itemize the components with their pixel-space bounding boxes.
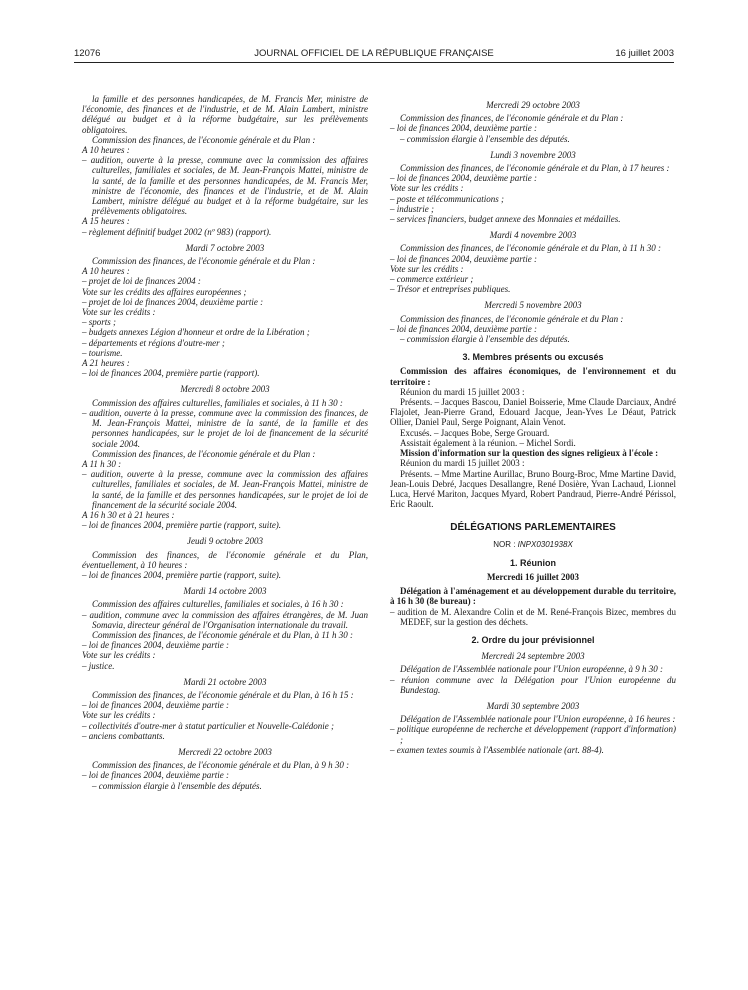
paragraph: Commission des finances, de l'économie générale et du Plan : — [92, 448, 316, 459]
paragraph: Réunion du mardi 15 juillet 2003 : — [400, 458, 525, 469]
paragraph: Commission des finances, de l'économie générale et du Plan, à 17 heures : — [400, 163, 670, 174]
paragraph: la famille et des personnes handicapées, de M. Francis Mer, ministre de l'économie, des finances et de l'industrie, et de M. Alain Lambert, ministre délégué au budget et à la réforme budgétaire, sur les prélèvements obligatoires. — [82, 94, 368, 135]
list-item: – départements et régions d'outre-mer ; — [82, 337, 225, 348]
header-rule — [74, 62, 674, 63]
paragraph: A 10 heures : — [82, 145, 130, 156]
list-item: – règlement définitif budget 2002 (nº 983) (rapport). — [82, 226, 272, 237]
list-item: – politique européenne de recherche et développement (rapport d'information) ; — [390, 724, 676, 745]
list-item: – audition de M. Alexandre Colin et de M. René-François Bizec, membres du MEDEF, sur la gestion des déchets. — [390, 606, 676, 627]
list-item: – industrie ; — [390, 203, 434, 214]
list-item: – justice. — [82, 660, 115, 671]
date-heading: Mardi 21 octobre 2003 — [183, 676, 267, 687]
nor-reference — [390, 540, 676, 550]
nor-value: INPX0301938X — [517, 539, 573, 549]
list-item: – loi de finances 2004, deuxième partie : — [390, 173, 537, 184]
list-item: – audition, ouverte à la presse, commune avec la commission des affaires culturelles, familiales et sociales, de M. Jean-François Mattei, ministre de la santé, de la famille et des personnes handicapées, sur le projet de loi de financement de la sécurité sociale 2004. — [82, 469, 368, 510]
list-item: – budgets annexes Légion d'honneur et ordre de la Libération ; — [82, 327, 310, 338]
paragraph: Présents. – Jacques Bascou, Daniel Boisserie, Mme Claude Darciaux, André Flajolet, Jean-Pierre Grand, Edouard Jacque, Jean-Yves Le Déaut, Patrick Ollier, Daniel Paul, Serge Poignant, Alain Venot. — [390, 397, 676, 428]
list-item: – collectivités d'outre-mer à statut particulier et Nouvelle-Calédonie ; — [82, 720, 335, 731]
date-heading: Mercredi 24 septembre 2003 — [481, 651, 585, 662]
paragraph: Vote sur les crédits : — [390, 263, 464, 274]
date-heading: Mercredi 5 novembre 2003 — [484, 300, 582, 311]
paragraph: A 16 h 30 et à 21 heures : — [82, 509, 175, 520]
journal-title: JOURNAL OFFICIEL DE LA RÉPUBLIQUE FRANÇAISE — [254, 48, 494, 59]
list-item: – commission élargie à l'ensemble des députés. — [92, 780, 262, 791]
paragraph: Commission des finances, de l'économie générale et du Plan, à 9 h 30 : — [92, 760, 350, 771]
paragraph: Commission des affaires culturelles, familiales et sociales, à 11 h 30 : — [92, 397, 343, 408]
left-column — [82, 94, 368, 791]
page-header — [74, 48, 674, 62]
paragraph: Vote sur les crédits des affaires européennes ; — [82, 286, 247, 297]
right-column — [390, 94, 676, 755]
list-item: – commerce extérieur ; — [390, 274, 474, 285]
date-heading: Mercredi 29 octobre 2003 — [486, 100, 580, 110]
list-item: – loi de finances 2004, deuxième partie : — [82, 700, 229, 711]
date-heading: Mardi 7 octobre 2003 — [185, 242, 265, 253]
paragraph: A 21 heures : — [82, 358, 130, 369]
paragraph: Assistait également à la réunion. – Michel Sordi. — [400, 437, 576, 448]
paragraph: Commission des finances, de l'économie générale et du Plan, à 16 h 15 : — [92, 689, 354, 700]
list-item: – loi de finances 2004, deuxième partie : — [390, 323, 537, 334]
paragraph: Commission des finances, de l'économie générale et du Plan, éventuellement, à 10 heures : — [82, 549, 368, 570]
list-item: – réunion commune avec la Délégation pour l'Union européenne du Bundestag. — [390, 674, 676, 695]
list-item: – loi de finances 2004, deuxième partie : — [82, 640, 229, 651]
list-item: – poste et télécommunications ; — [390, 193, 504, 204]
paragraph: Commission des finances, de l'économie générale et du Plan, à 11 h 30 : — [400, 243, 661, 254]
paragraph: Vote sur les crédits : — [82, 307, 156, 318]
list-item: – audition, ouverte à la presse, commune avec la commission des finances, de M. Jean-François Mattei, ministre de la santé, de la famille et des personnes handicapées, sur le projet de loi de financement de la sécurité sociale 2004. — [82, 407, 368, 449]
nor-label: NOR : — [493, 539, 518, 549]
list-item: – loi de finances 2004, deuxième partie : — [82, 770, 229, 781]
paragraph: Excusés. – Jacques Bobe, Serge Grouard. — [400, 427, 550, 438]
paragraph: A 10 heures : — [82, 266, 130, 277]
date-heading: Mercredi 8 octobre 2003 — [180, 384, 270, 395]
paragraph: A 11 h 30 : — [82, 458, 122, 469]
paragraph: A 15 heures : — [82, 216, 130, 227]
date-heading: Mardi 30 septembre 2003 — [486, 700, 580, 711]
list-item: – projet de loi de finances 2004 : — [82, 276, 201, 287]
date-heading: Lundi 3 novembre 2003 — [490, 149, 576, 160]
list-item: – services financiers, budget annexe des Monnaies et médailles. — [390, 214, 621, 225]
date-heading: Mardi 14 octobre 2003 — [183, 586, 267, 597]
date-heading: Mardi 4 novembre 2003 — [489, 230, 577, 241]
list-item: – loi de finances 2004, deuxième partie : — [390, 123, 537, 134]
paragraph: Commission des finances, de l'économie générale et du Plan : — [400, 113, 624, 124]
date-heading: Mercredi 22 octobre 2003 — [178, 746, 272, 757]
section-heading: 1. Réunion — [509, 557, 556, 568]
paragraph: Vote sur les crédits : — [82, 650, 156, 661]
paragraph: Délégation de l'Assemblée nationale pour l'Union européenne, à 16 heures : — [400, 714, 676, 725]
paragraph: Commission des affaires économiques, de l'environnement et du territoire : — [390, 366, 676, 387]
list-item: – audition, ouverte à la presse, commune avec la commission des affaires culturelles, familiales et sociales, de M. Jean-François Mattei, ministre de la santé, de la famille et des personnes handicapées, de M. Francis Mer, ministre de l'économie, des finances et de l'industrie, et de M. Alain Lambert, ministre délégué au budget et à la réforme budgétaire, sur les prélèvements obligatoires. — [82, 155, 368, 217]
page-number: 12076 — [74, 48, 101, 59]
list-item: – loi de finances 2004, première partie (rapport, suite). — [82, 569, 282, 580]
section-heading: 3. Membres présents ou excusés — [462, 352, 604, 363]
list-item: – loi de finances 2004, première partie (rapport, suite). — [82, 520, 282, 531]
issue-date: 16 juillet 2003 — [615, 48, 674, 59]
paragraph: Commission des finances, de l'économie générale et du Plan : — [400, 313, 624, 324]
list-item: – commission élargie à l'ensemble des députés. — [400, 334, 570, 345]
list-item: – audition, commune avec la commission des affaires étrangères, de M. Juan Somavia, directeur général de l'Organisation internationale du travail. — [82, 609, 368, 630]
paragraph: Délégation à l'aménagement et au développement durable du territoire, à 16 h 30 (8e bureau) : — [390, 586, 676, 607]
paragraph: Vote sur les crédits : — [390, 183, 464, 194]
paragraph: Commission des finances, de l'économie générale et du Plan, à 11 h 30 : — [92, 629, 353, 640]
list-item: – projet de loi de finances 2004, deuxième partie : — [82, 296, 264, 307]
paragraph: Mission d'information sur la question des signes religieux à l'école : — [400, 448, 659, 459]
paragraph: Commission des finances, de l'économie générale et du Plan : — [92, 256, 316, 267]
paragraph: Commission des finances, de l'économie générale et du Plan : — [92, 134, 316, 145]
main-heading: DÉLÉGATIONS PARLEMENTAIRES — [450, 522, 616, 534]
list-item: – loi de finances 2004, première partie (rapport). — [82, 368, 260, 379]
paragraph: Réunion du mardi 15 juillet 2003 : — [400, 386, 525, 397]
date-heading: Jeudi 9 octobre 2003 — [187, 536, 263, 547]
list-item: – anciens combattants. — [82, 730, 165, 741]
list-item: – sports ; — [82, 317, 117, 328]
paragraph: Délégation de l'Assemblée nationale pour l'Union européenne, à 9 h 30 : — [400, 664, 663, 675]
list-item: – tourisme. — [82, 347, 123, 358]
list-item: – Trésor et entreprises publiques. — [390, 284, 511, 295]
paragraph: Vote sur les crédits : — [82, 710, 156, 721]
list-item: – loi de finances 2004, deuxième partie : — [390, 253, 537, 264]
date-heading: Mercredi 16 juillet 2003 — [487, 571, 579, 582]
list-item: – examen textes soumis à l'Assemblée nationale (art. 88-4). — [390, 744, 604, 755]
paragraph: Commission des affaires culturelles, familiales et sociales, à 16 h 30 : — [92, 599, 344, 610]
paragraph: Présents. – Mme Martine Aurillac, Bruno Bourg-Broc, Mme Martine David, Jean-Louis Debré, Jacques Desallangre, René Dosière, Yvan Lachaud, Lionnel Luca, Hervé Mariton, Jacques Myard, Robert Pandraud, Pierre-André Périssol, Eric Raoult. — [390, 468, 676, 510]
list-item: – commission élargie à l'ensemble des députés. — [400, 133, 570, 144]
section-heading: 2. Ordre du jour prévisionnel — [471, 634, 595, 645]
